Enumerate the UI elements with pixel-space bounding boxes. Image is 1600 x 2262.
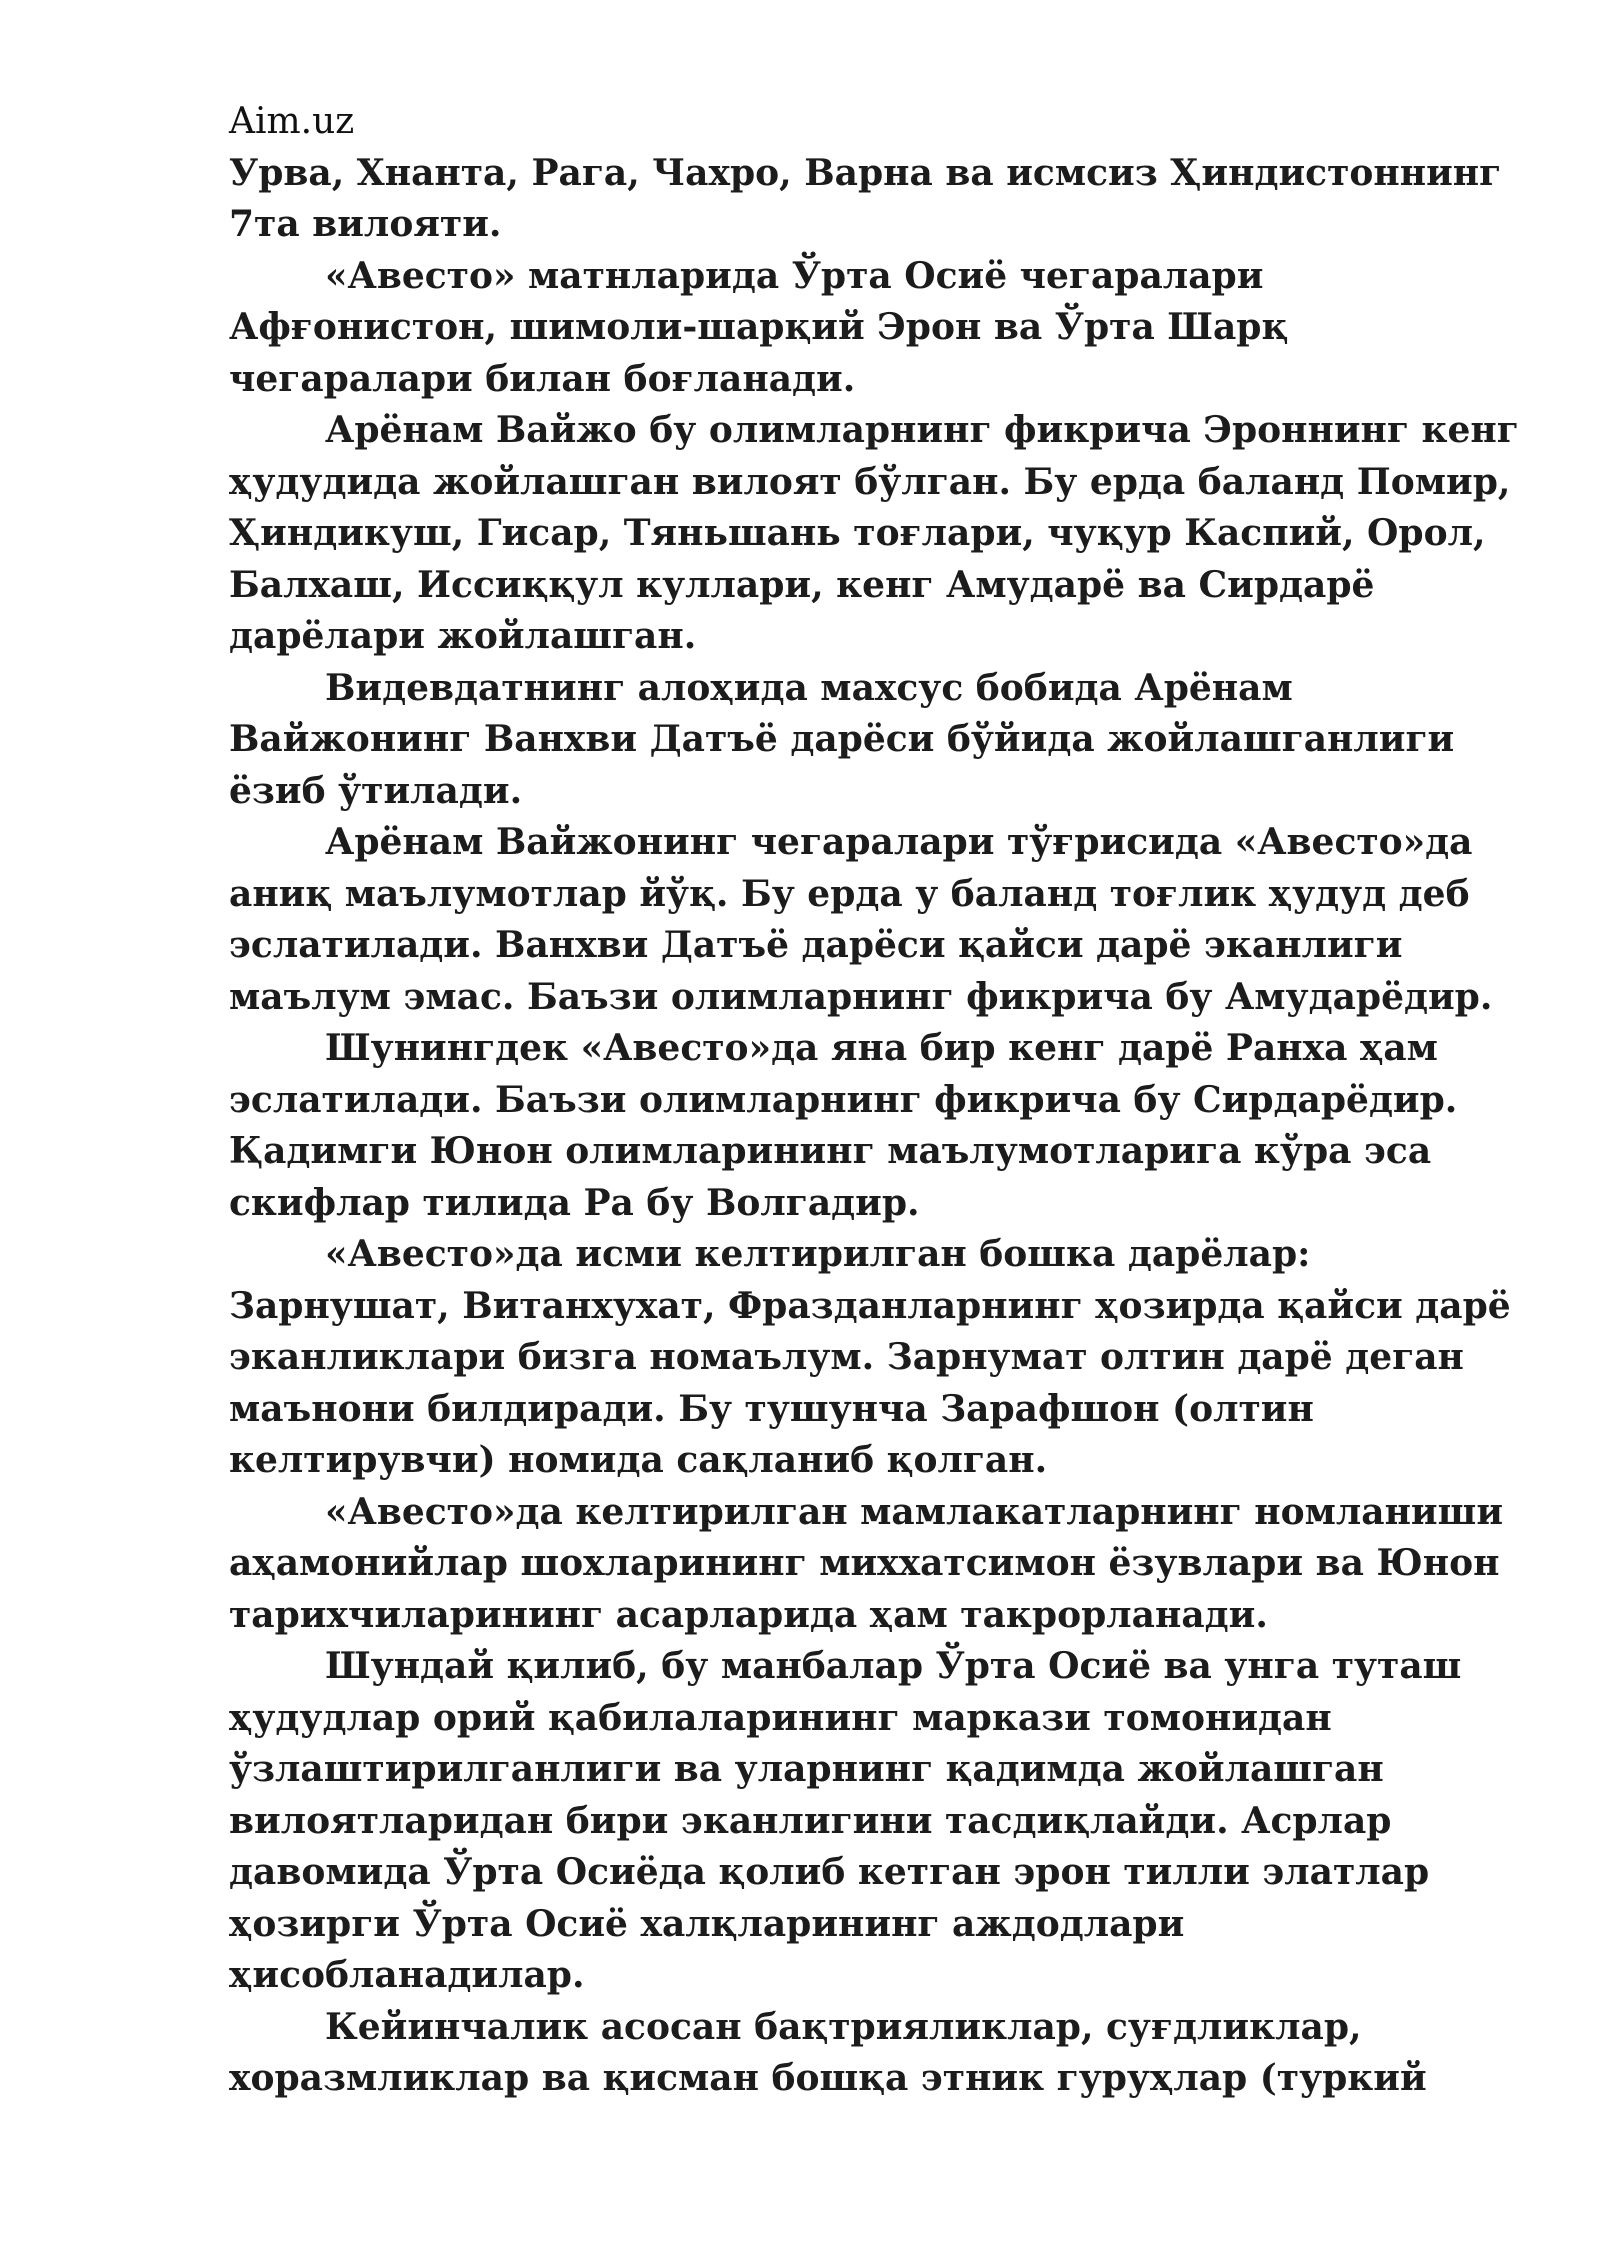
- paragraph-6: Шунингдек «Авесто»да яна бир кенг дарё Ранха ҳам эслатилади. Баъзи олимларнинг фикрича бу Сирдарёдир. Қадимги Юнон олимларининг маълумотларига кўра эса скифлар тилида Ра бу Волгадир.: [229, 1027, 1458, 1224]
- paragraph-9: Шундай қилиб, бу манбалар Ўрта Осиё ва унга туташ ҳудудлар орий қабилаларининг маркази томонидан ўзлаштирилганлиги ва уларнинг қадимда жойлашган вилоятларидан бири эканлигини тасдиқлайди. Асрлар давомида Ўрта Осиёда қолиб кетган эрон тилли элатлар ҳозирги Ўрта Осиё халқларининг аждодлари ҳисобланадилар.: [229, 1645, 1462, 1996]
- paragraph-7: «Авесто»да исми келтирилган бошка дарёлар: Зарнушат, Витанхухат, Фразданларнинг ҳозирда қайси дарё эканликлари бизга номаълум. Зарнумат олтин дарё деган маънони билдиради. Бу тушунча Зарафшон (олтин келтирувчи) номида сақланиб қолган.: [229, 1233, 1511, 1481]
- paragraph-1: Урва, Хнанта, Рага, Чахро, Варна ва исмсиз Ҳиндистоннинг 7та вилояти.: [229, 151, 1502, 245]
- document-page: [229, 96, 1519, 2105]
- paragraph-3: Арёнам Вайжо бу олимларнинг фикрича Эроннинг кенг ҳудудида жойлашган вилоят бўлган. Бу ерда баланд Помир, Ҳиндикуш, Гисар, Тяньшань тоғлари, чуқур Каспий, Орол, Балхаш, Иссиққул куллари, кенг Амударё ва Сирдарё дарёлари жойлашган.: [229, 409, 1519, 657]
- site-name: Aim.uz: [229, 101, 355, 142]
- paragraph-8: «Авесто»да келтирилган мамлакатларнинг номланиши аҳамонийлар шохларининг миххатсимон ёзувлари ва Юнон тарихчиларининг асарларида ҳам такрорланади.: [229, 1490, 1504, 1636]
- paragraph-2: «Авесто» матнларида Ўрта Осиё чегаралари Афғонистон, шимоли-шарқий Эрон ва Ўрта Шарқ чегаралари билан боғланади.: [229, 254, 1289, 400]
- paragraph-10: Кейинчалик асосан бақтрияликлар, суғдликлар, хоразмликлар ва қисман бошқа этник гуруҳлар (туркий: [229, 2005, 1427, 2099]
- paragraph-5: Арёнам Вайжонинг чегаралари тўғрисида «Авесто»да аниқ маълумотлар йўқ. Бу ерда у баланд тоғлик ҳудуд деб эслатилади. Ванхви Датъё дарёси қайси дарё эканлиги маълум эмас. Баъзи олимларнинг фикрича бу Амударёдир.: [229, 821, 1493, 1018]
- paragraph-4: Видевдатнинг алоҳида махсус бобида Арёнам Вайжонинг Ванхви Датъё дарёси бўйида жойлашганлиги ёзиб ўтилади.: [229, 666, 1455, 812]
